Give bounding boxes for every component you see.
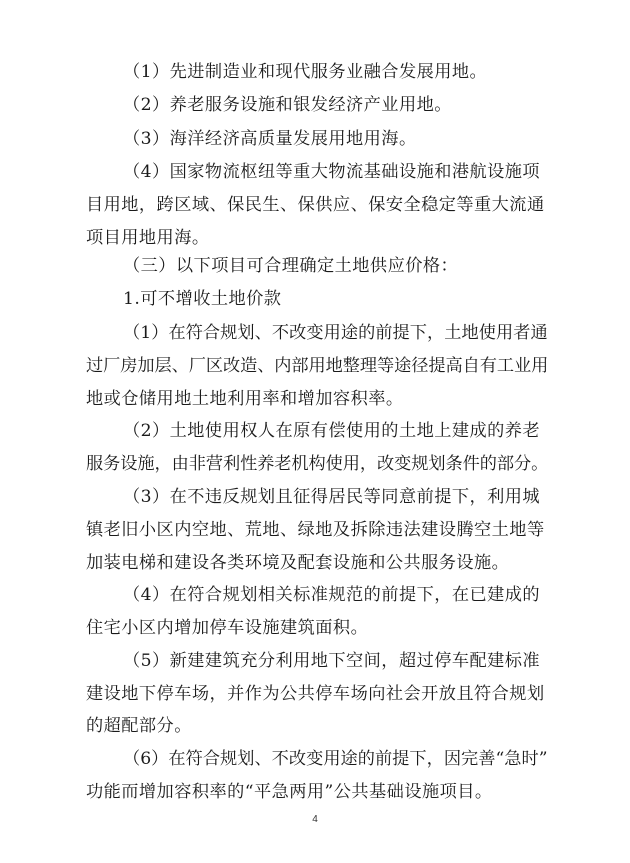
text-line: 项目用地用海。 bbox=[86, 228, 210, 248]
text-line: 住宅小区内增加停车设施建筑面积。 bbox=[86, 618, 369, 638]
text-line: （5）新建建筑充分利用地下空间，超过停车配建标准 bbox=[123, 651, 541, 671]
text-line: （6）在符合规划、不改变用途的前提下，因完善“急时” bbox=[123, 749, 548, 769]
text-line: （2）土地使用权人在原有偿使用的土地上建成的养老 bbox=[123, 421, 541, 441]
section-heading: （三）以下项目可合理确定土地供应价格： bbox=[123, 256, 459, 276]
text-line: 建设地下停车场，并作为公共停车场向社会开放且符合规划 bbox=[86, 684, 545, 704]
subsection-heading: 1.可不增收土地价款 bbox=[123, 289, 282, 309]
text-line: 过厂房加层、厂区改造、内部用地整理等途径提高自有工业用 bbox=[86, 356, 549, 376]
text-line: 地或仓储用地土地利用率和增加容积率。 bbox=[86, 389, 404, 409]
text-line: 镇老旧小区内空地、荒地、绿地及拆除违法建设腾空土地等 bbox=[86, 520, 545, 540]
text-line: 服务设施，由非营利性养老机构使用，改变规划条件的部分。 bbox=[86, 454, 549, 474]
text-line: （4）国家物流枢纽等重大物流基础设施和港航设施项 bbox=[123, 162, 541, 182]
text-line: （4）在符合规划相关标准规范的前提下，在已建成的 bbox=[123, 585, 541, 605]
text-line: 目用地，跨区域、保民生、保供应、保安全稳定等重大流通 bbox=[86, 195, 545, 215]
text-line: （1）先进制造业和现代服务业融合发展用地。 bbox=[123, 62, 488, 82]
text-line: （3）海洋经济高质量发展用地用海。 bbox=[123, 129, 417, 149]
text-line: 功能而增加容积率的“平急两用”公共基础设施项目。 bbox=[86, 782, 493, 802]
text-line: （2）养老服务设施和银发经济产业用地。 bbox=[123, 95, 452, 115]
text-line: （3）在不违反规划且征得居民等同意前提下，利用城 bbox=[123, 487, 541, 507]
text-line: 加装电梯和建设各类环境及配套设施和公共服务设施。 bbox=[86, 553, 510, 573]
text-line: （1）在符合规划、不改变用途的前提下，土地使用者通 bbox=[123, 323, 548, 343]
page-number: 4 bbox=[312, 814, 318, 825]
text-line: 的超配部分。 bbox=[86, 716, 192, 736]
